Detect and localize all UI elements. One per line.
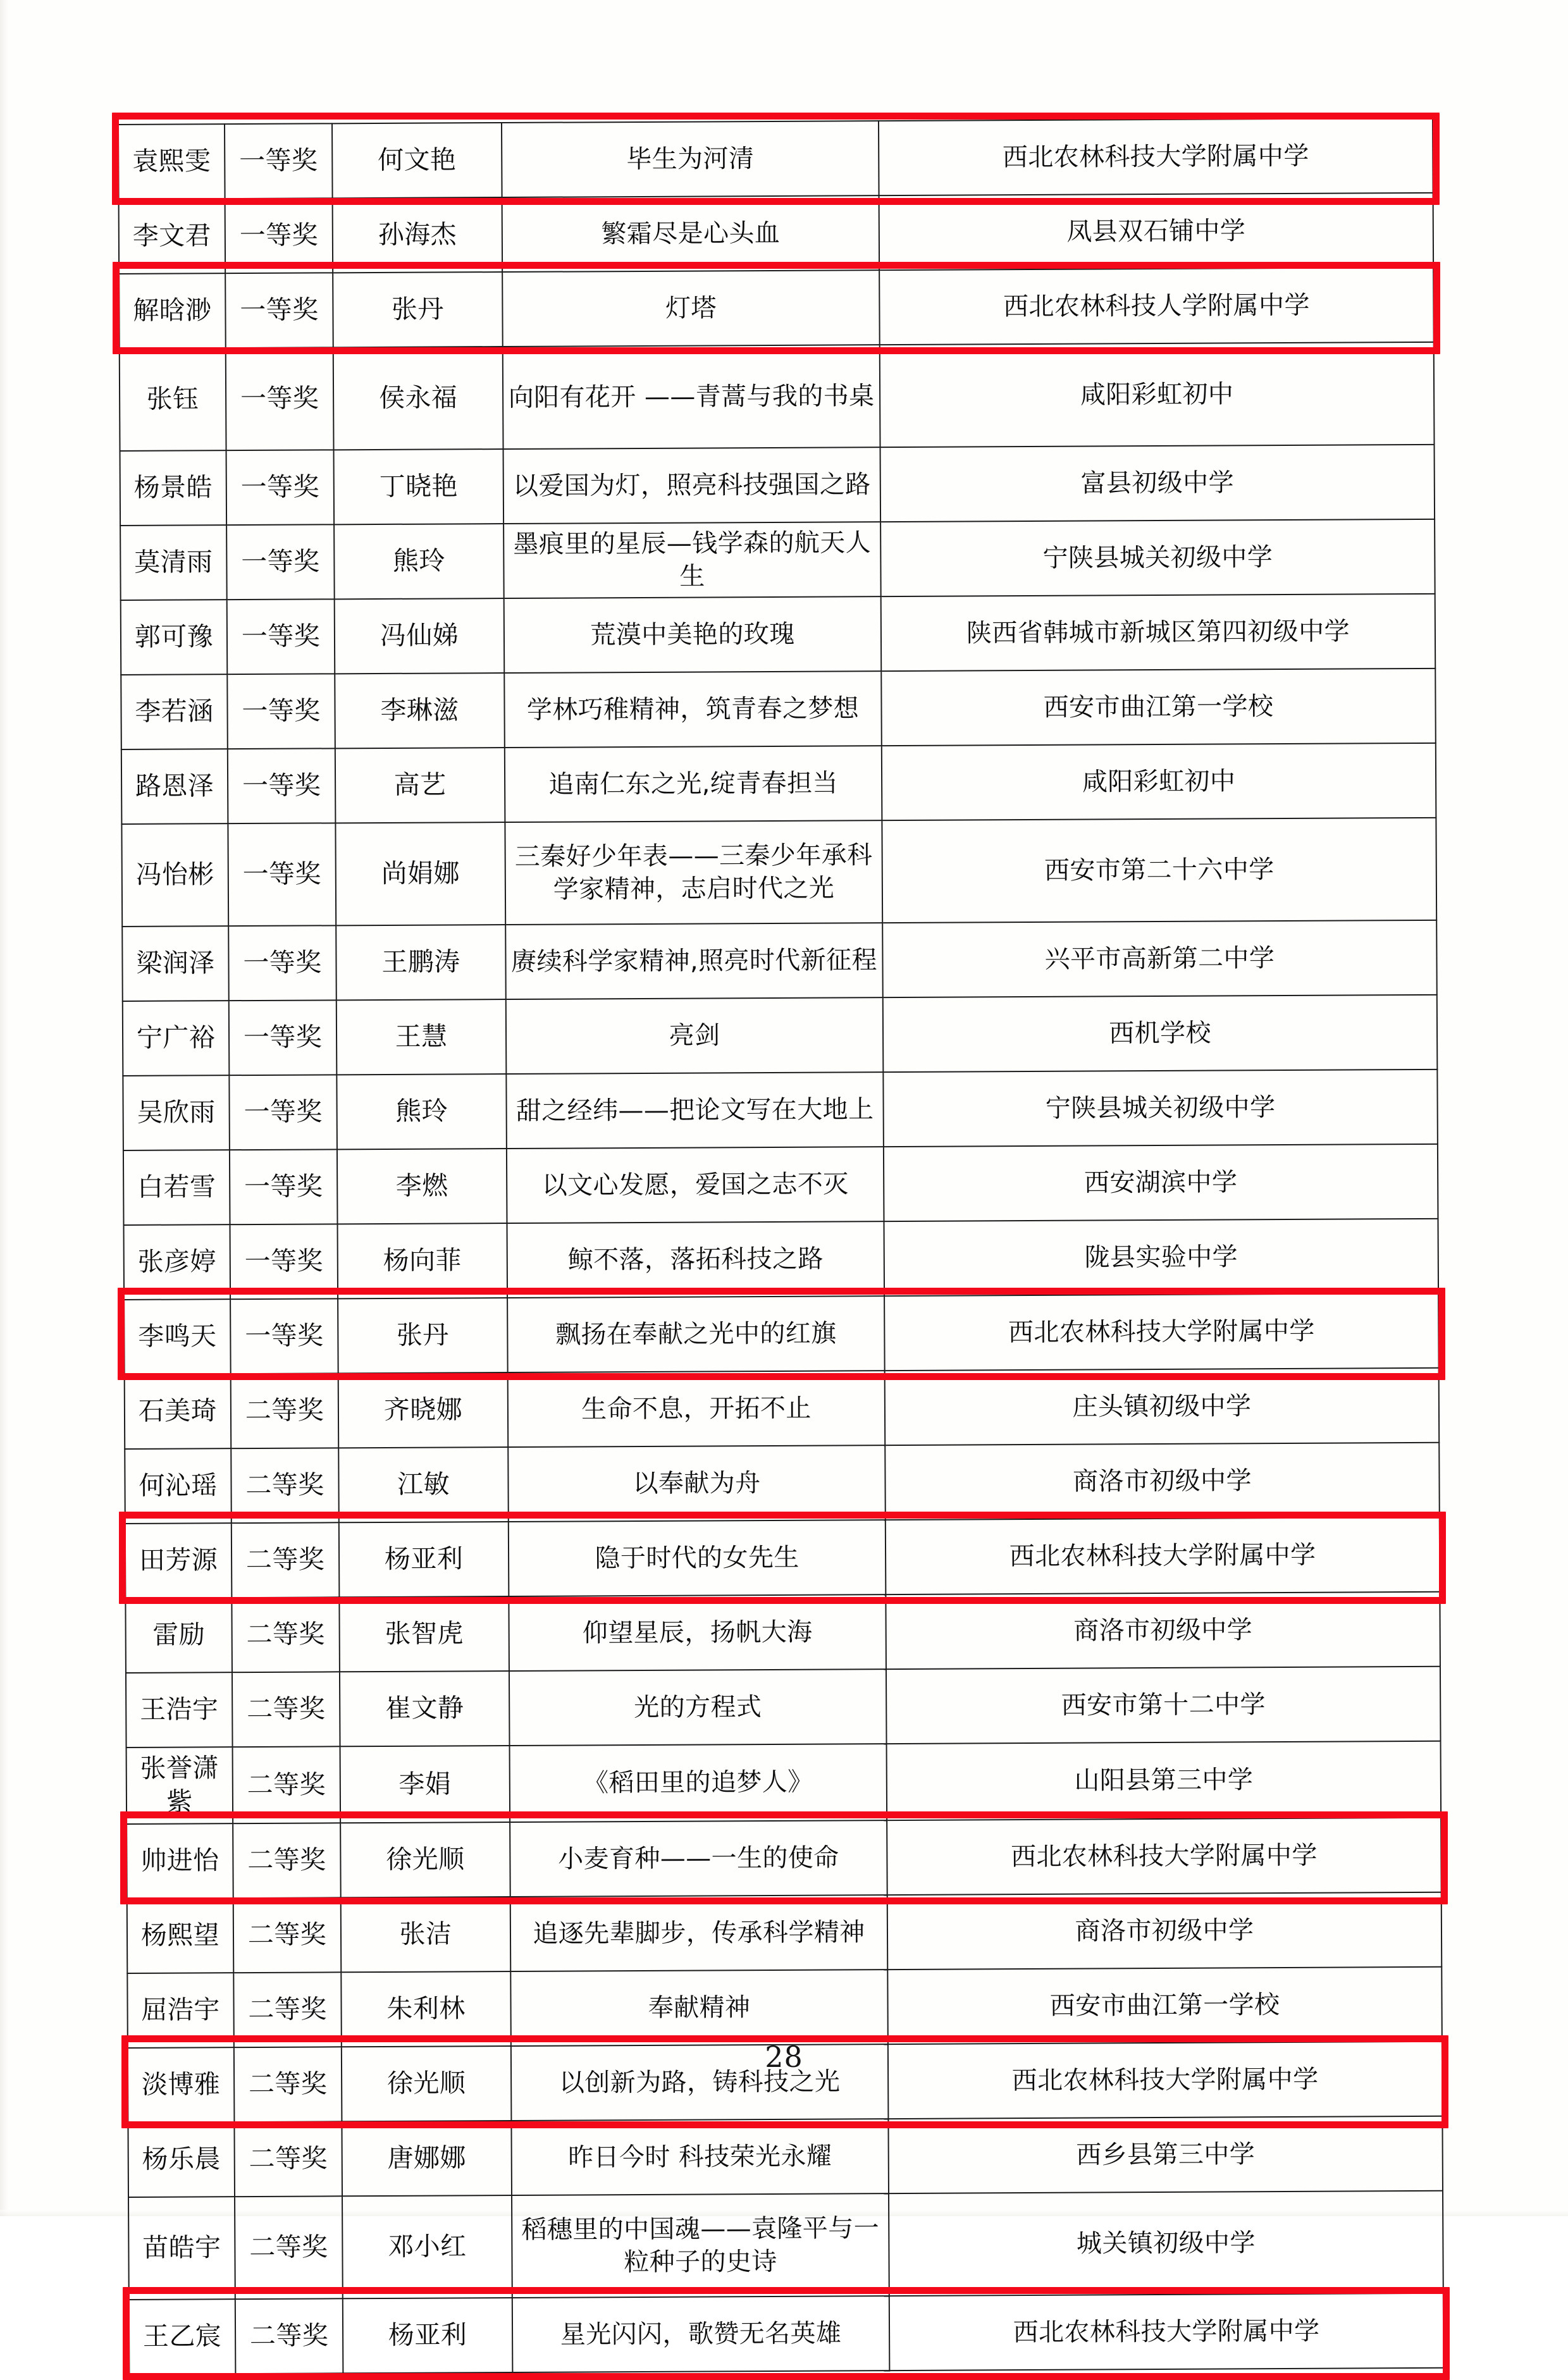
school-name-cell: 咸阳彩虹初中 [882, 743, 1436, 820]
teacher-name-cell: 朱利林 [341, 1971, 511, 2047]
school-name-cell: 咸阳彩虹初中 [880, 342, 1435, 447]
award-level-cell: 二等奖 [233, 1897, 342, 1973]
table-row [120, 445, 1435, 526]
teacher-name-cell: 徐光顺 [342, 2046, 512, 2121]
teacher-name-cell: 孙海杰 [333, 197, 503, 273]
work-title-cell: 繁霜尽是心头血 [502, 195, 880, 272]
work-title-cell: 荒漠中美艳的玫瑰 [504, 596, 882, 673]
teacher-name-cell: 李琳滋 [335, 673, 505, 748]
work-title-cell: 赓续科学家精神,照亮时代新征程 [505, 923, 883, 999]
school-name-cell: 西北农林科技大学附属中学 [888, 2041, 1443, 2118]
student-name-cell: 袁熙雯 [118, 124, 225, 199]
school-name-cell: 宁陕县城关初级中学 [883, 1070, 1438, 1147]
school-name-cell: 富县初级中学 [880, 445, 1435, 522]
student-name-cell: 杨景皓 [120, 450, 227, 526]
work-title-cell: 以爱国为灯，照亮科技强国之路 [503, 447, 881, 524]
teacher-name-cell: 冯仙娣 [335, 598, 505, 674]
student-name-cell: 杨熙望 [127, 1898, 234, 1973]
work-title-cell: 《稻田里的追梦人》 [510, 1744, 887, 1822]
table-row [123, 995, 1438, 1076]
teacher-name-cell: 张丹 [333, 272, 503, 347]
award-level-cell: 一等奖 [229, 1000, 337, 1075]
teacher-name-cell: 江敏 [338, 1447, 509, 1522]
school-name-cell: 商洛市初级中学 [885, 1443, 1440, 1520]
work-title-cell: 学林巧稚精神，筑青春之梦想 [504, 671, 882, 748]
table-row [124, 1293, 1439, 1374]
student-name-cell: 苗皓宇 [128, 2197, 235, 2300]
table-row [122, 920, 1437, 1001]
school-name-cell: 西安市曲江第一学校 [881, 669, 1436, 746]
work-title-cell: 以创新为路，铸科技之光 [511, 2044, 889, 2121]
school-name-cell: 陇县实验中学 [884, 1219, 1438, 1296]
award-level-cell: 二等奖 [235, 2298, 343, 2374]
teacher-name-cell: 徐光顺 [340, 1822, 510, 1897]
school-name-cell: 凤县双石铺中学 [879, 193, 1434, 270]
work-title-cell: 以奉献为舟 [508, 1445, 886, 1522]
school-name-cell: 西安市第二十六中学 [882, 818, 1436, 923]
award-level-cell: 二等奖 [231, 1373, 339, 1448]
school-name-cell: 商洛市初级中学 [887, 1892, 1442, 1969]
award-level-cell: 二等奖 [231, 1448, 339, 1523]
student-name-cell: 宁广裕 [123, 1001, 230, 1076]
award-level-cell: 一等奖 [226, 347, 334, 450]
work-title-cell: 灯塔 [502, 270, 880, 347]
award-level-cell: 二等奖 [234, 2047, 342, 2122]
award-level-cell: 一等奖 [230, 1149, 338, 1224]
school-name-cell: 西北农林科技大学附属中学 [886, 1517, 1440, 1594]
award-level-cell: 一等奖 [226, 450, 335, 525]
table-row [126, 1667, 1441, 1748]
teacher-name-cell: 李娟 [340, 1746, 510, 1823]
teacher-name-cell: 张洁 [341, 1897, 511, 1972]
award-level-cell: 一等奖 [225, 198, 333, 273]
table-row [128, 2116, 1443, 2197]
award-level-cell: 二等奖 [231, 1597, 340, 1672]
school-name-cell: 西北农林科技大学附属中学 [887, 1817, 1441, 1894]
school-name-cell: 商洛市初级中学 [886, 1592, 1440, 1669]
work-title-cell: 追逐先辈脚步，传承科学精神 [510, 1895, 888, 1971]
student-name-cell: 郭可豫 [121, 600, 228, 675]
award-level-cell: 二等奖 [233, 1746, 341, 1823]
teacher-name-cell: 杨亚利 [343, 2298, 513, 2373]
table-row [123, 1070, 1438, 1150]
student-name-cell: 田芳源 [125, 1523, 232, 1598]
work-title-cell: 飘扬在奉献之光中的红旗 [507, 1296, 885, 1372]
work-title-cell: 鲸不落，落拓科技之路 [507, 1221, 885, 1298]
teacher-name-cell: 杨向菲 [338, 1223, 508, 1298]
school-name-cell: 山阳县第三中学 [887, 1741, 1441, 1820]
student-name-cell: 李鸣天 [124, 1299, 231, 1374]
award-level-cell: 一等奖 [225, 123, 333, 199]
student-name-cell: 路恩泽 [121, 749, 228, 824]
work-title-cell: 生命不息，开拓不止 [508, 1371, 886, 1447]
school-name-cell: 兴平市高新第二中学 [882, 920, 1437, 997]
school-name-cell: 宁陕县城关初级中学 [880, 519, 1435, 596]
award-level-cell: 二等奖 [235, 2196, 343, 2299]
table-row [125, 1443, 1440, 1524]
teacher-name-cell: 崔文静 [340, 1671, 510, 1746]
award-level-cell: 一等奖 [230, 1298, 338, 1374]
work-title-cell: 毕生为河清 [502, 121, 879, 197]
teacher-name-cell: 李燃 [337, 1149, 507, 1224]
table-row [121, 818, 1436, 927]
table-row [129, 2293, 1444, 2374]
school-name-cell: 西安湖滨中学 [884, 1144, 1438, 1221]
school-name-cell: 陕西省韩城市新城区第四初级中学 [881, 594, 1436, 671]
school-name-cell: 西安市第十二中学 [886, 1667, 1441, 1744]
award-level-cell: 一等奖 [228, 823, 336, 926]
table-row [121, 669, 1436, 749]
teacher-name-cell: 何文艳 [332, 123, 502, 198]
student-name-cell: 张彦婷 [124, 1224, 231, 1300]
award-level-cell: 一等奖 [229, 1075, 337, 1150]
school-name-cell: 西北农林科技大学附属中学 [889, 2293, 1444, 2370]
table-row [123, 1144, 1438, 1225]
table-row [120, 519, 1435, 600]
table-row [120, 342, 1435, 451]
school-name-cell: 西安市曲江第一学校 [887, 1966, 1442, 2044]
school-name-cell: 西北农林科技大学附属中学 [879, 118, 1433, 195]
table-row [125, 1592, 1440, 1673]
student-name-cell: 冯怡彬 [121, 823, 228, 927]
teacher-name-cell: 侯永福 [333, 347, 503, 450]
student-name-cell: 王浩宇 [126, 1672, 233, 1748]
teacher-name-cell: 熊玲 [336, 1074, 507, 1149]
award-level-cell: 一等奖 [226, 524, 335, 600]
work-title-cell: 隐于时代的女先生 [509, 1520, 886, 1596]
work-title-cell: 追南仁东之光,绽青春担当 [505, 746, 882, 822]
table-row [128, 2190, 1443, 2299]
work-title-cell: 亮剑 [506, 997, 884, 1074]
award-level-cell: 二等奖 [233, 1972, 342, 2047]
table-row [127, 1966, 1442, 2047]
award-level-cell: 二等奖 [234, 2121, 342, 2197]
student-name-cell: 张誉潇紫 [127, 1747, 233, 1823]
table-row [121, 743, 1436, 824]
page-number: 28 [765, 2040, 803, 2074]
school-name-cell: 城关镇初级中学 [889, 2190, 1443, 2295]
school-name-cell: 西北农林科技人学附属中学 [879, 268, 1434, 345]
student-name-cell: 吴欣雨 [123, 1075, 230, 1150]
school-name-cell: 西乡县第三中学 [888, 2116, 1443, 2193]
work-title-cell: 稻穗里的中国魂——袁隆平与一粒种子的史诗 [512, 2193, 889, 2298]
student-name-cell: 淡博雅 [128, 2047, 235, 2123]
award-level-cell: 一等奖 [227, 599, 335, 674]
teacher-name-cell: 杨亚利 [339, 1522, 509, 1597]
award-level-cell: 二等奖 [233, 1823, 341, 1898]
school-name-cell: 西机学校 [883, 995, 1438, 1072]
table-row [127, 1741, 1441, 1824]
student-name-cell: 屈浩宇 [127, 1973, 234, 2048]
teacher-name-cell: 熊玲 [334, 524, 504, 599]
teacher-name-cell: 唐娜娜 [342, 2121, 512, 2196]
table-row [119, 268, 1434, 348]
student-name-cell: 王乙宸 [129, 2299, 236, 2374]
school-name-cell: 庄头镇初级中学 [885, 1368, 1440, 1445]
work-title-cell: 光的方程式 [509, 1669, 887, 1746]
award-level-cell: 一等奖 [230, 1224, 338, 1299]
award-level-cell: 一等奖 [225, 273, 333, 348]
work-title-cell: 甜之经纬——把论文写在大地上 [506, 1072, 884, 1149]
table-row [119, 193, 1434, 274]
work-title-cell: 昨日今时 科技荣光永耀 [511, 2119, 889, 2195]
school-name-cell: 西北农林科技大学附属中学 [884, 1293, 1439, 1371]
work-title-cell: 三秦好少年表——三秦少年承科学家精神，志启时代之光 [505, 820, 882, 925]
award-list-table-container [118, 124, 1432, 2375]
award-level-cell: 一等奖 [228, 925, 336, 1001]
student-name-cell: 李若涵 [121, 674, 228, 749]
table-row [125, 1517, 1440, 1598]
student-name-cell: 张钰 [120, 348, 226, 451]
student-name-cell: 石美琦 [125, 1374, 231, 1449]
teacher-name-cell: 高艺 [335, 748, 505, 823]
teacher-name-cell: 张智虎 [339, 1596, 509, 1672]
teacher-name-cell: 尚娟娜 [335, 822, 505, 925]
table-row [127, 1892, 1442, 1973]
table-row [121, 594, 1436, 675]
award-level-cell: 二等奖 [232, 1672, 340, 1747]
teacher-name-cell: 齐晓娜 [338, 1372, 509, 1448]
award-list-table [118, 118, 1444, 2375]
student-name-cell: 莫清雨 [120, 525, 227, 600]
scan-edge-left [0, 0, 9, 2216]
table-row [118, 118, 1433, 199]
table-row [127, 1817, 1441, 1898]
work-title-cell: 向阳有花开 ——青蒿与我的书桌 [503, 345, 880, 449]
work-title-cell: 墨痕里的星辰—钱学森的航天人生 [503, 522, 881, 598]
teacher-name-cell: 张丹 [338, 1298, 508, 1373]
student-name-cell: 解晗渺 [119, 273, 226, 348]
student-name-cell: 白若雪 [123, 1150, 230, 1225]
student-name-cell: 杨乐晨 [128, 2122, 235, 2197]
work-title-cell: 以文心发愿，爱国之志不灭 [507, 1147, 884, 1223]
teacher-name-cell: 王慧 [336, 999, 507, 1075]
table-row [125, 1368, 1440, 1449]
student-name-cell: 李文君 [119, 199, 226, 274]
student-name-cell: 帅进怡 [127, 1823, 233, 1899]
table-row [124, 1219, 1439, 1300]
work-title-cell: 小麦育种——一生的使命 [510, 1820, 887, 1897]
teacher-name-cell: 邓小红 [342, 2195, 512, 2298]
student-name-cell: 梁润泽 [122, 926, 229, 1001]
student-name-cell: 何沁瑶 [125, 1448, 231, 1524]
work-title-cell: 奉献精神 [510, 1970, 888, 2046]
work-title-cell: 仰望星辰，扬帆大海 [509, 1594, 886, 1671]
work-title-cell: 星光闪闪，歌赞无名英雄 [512, 2296, 890, 2372]
teacher-name-cell: 王鹏涛 [336, 925, 506, 1000]
award-level-cell: 二等奖 [231, 1522, 340, 1598]
student-name-cell: 雷励 [125, 1598, 232, 1673]
teacher-name-cell: 丁晓艳 [334, 449, 504, 524]
award-level-cell: 一等奖 [227, 674, 335, 749]
award-level-cell: 一等奖 [228, 748, 336, 823]
